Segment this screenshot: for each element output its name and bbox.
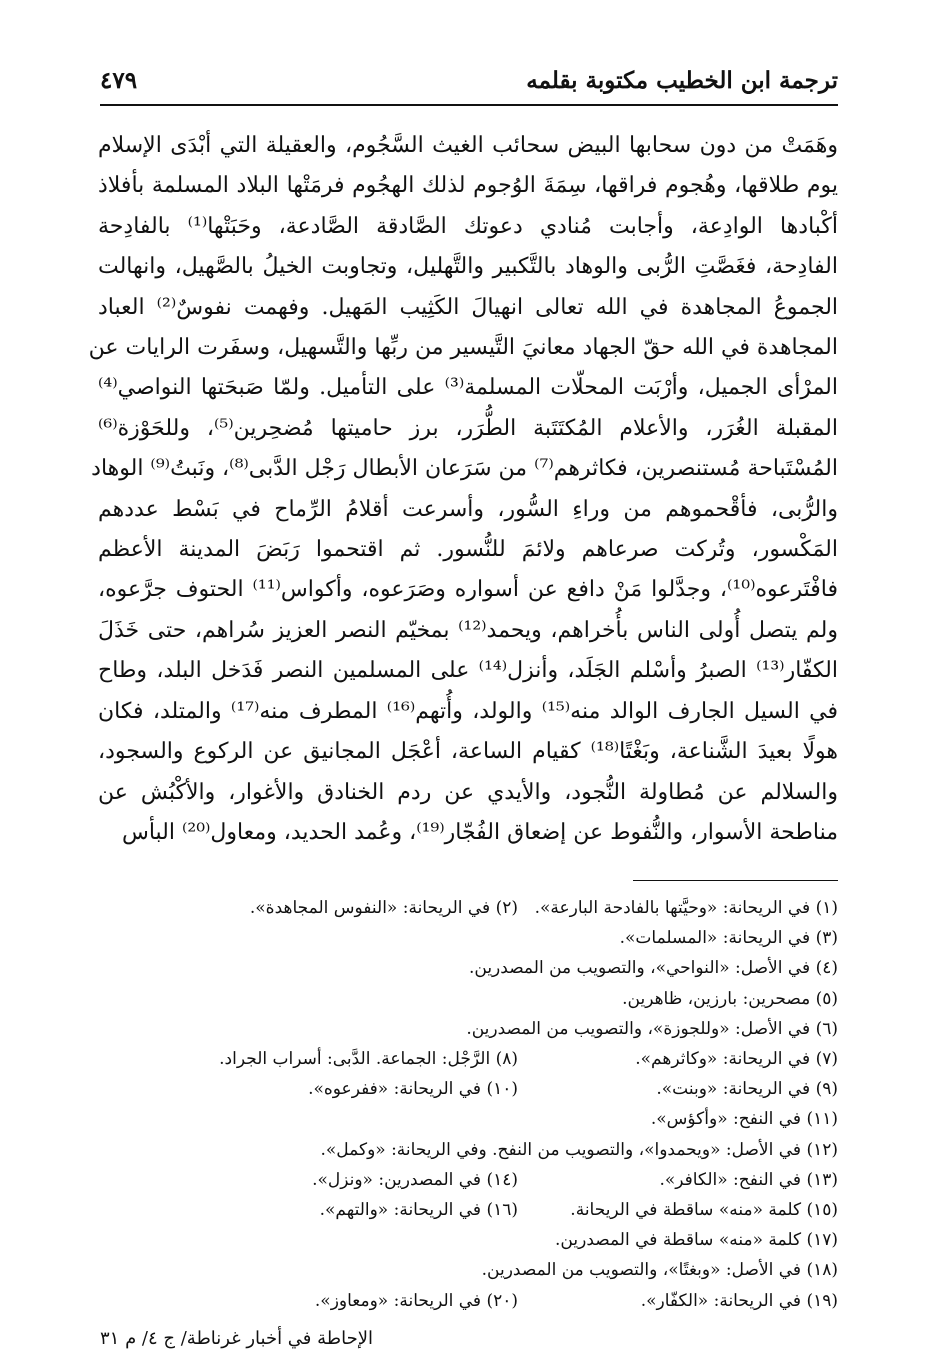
page-header <box>100 60 838 100</box>
body-line: مناطحة الأسوار، والنُّفوط عن إضعاق الفُجّار⁽¹⁹⁾، وعُمد الحديد، ومعاول⁽²⁰⁾ البأس <box>121 819 838 845</box>
body-line: المقبلة الغُرَر، والأعلام المُكتَتَبة الطُّرَر، برز حاميتها مُضحِرين⁽⁵⁾، وللحَوْزة⁽⁶⁾ <box>98 415 838 441</box>
footnote: (١٩) في الريحانة: «الكفّار». <box>640 1290 838 1311</box>
footnote-row <box>100 1104 838 1134</box>
body-line: هولًا بعيدَ الشَّناعة، وبَغْتًا⁽¹⁸⁾ كقيام الساعة، أعْجَل المجانيق عن الركوع والسجود، <box>98 739 839 765</box>
footnote: (٤) في الأصل: «النواحي»، والتصويب من المصدرين. <box>468 958 838 979</box>
footnote: (١) في الريحانة: «وحيَّتها بالفادحة البارعة». <box>534 898 838 918</box>
footnote: (١٧) كلمة «منه» ساقطة في المصدرين. <box>555 1230 838 1251</box>
footnote-row <box>100 1165 838 1195</box>
footnote-row <box>100 1074 838 1104</box>
footnote: (١٢) في الأصل: «ويحمدوا»، والتصويب من النفح. وفي الريحانة: «وكمل». <box>320 1139 838 1160</box>
footnote-row <box>100 1225 838 1255</box>
body-line: فافْتَرعوه⁽¹⁰⁾، وجدَّلوا مَنْ دافع عن أسواره وصَرَعوه، وأكواس⁽¹¹⁾ الحتوف جرَّعوه، <box>98 577 838 603</box>
running-title: ترجمة ابن الخطيب مكتوبة بقلمه <box>526 66 838 94</box>
footnotes <box>100 893 838 1316</box>
footnote: (٢) في الريحانة: «النفوس المجاهدة». <box>249 898 518 918</box>
footnote-row <box>100 1255 838 1285</box>
body-line: والسلالم عن مُطاولة النُّجود، والأيدي عن ردم الخنادق والأغوار، والأكْبُش عن <box>98 779 838 805</box>
footnote: (٩) في الريحانة: «وبنت». <box>656 1079 838 1100</box>
body-line: المجاهدة في الله حقّ الجهاد معانيَ التَّيسير من ربِّها والتَّسهيل، وسفَرت الرايات عن <box>88 335 838 361</box>
body-line: وهَمَتْ من دون سحابها البيض سحائب الغيث السَّجُوم، والعقيلة التي أبْدَى الإسلام <box>98 133 838 158</box>
body-line: الفادِحة، فغَصَّتِ الرُّبى والوهاد بالتَّكبير والتَّهليل، وتجاوبت الخيلُ بالصَّهيل، وانهالت <box>98 254 838 280</box>
footnote: (١٠) في الريحانة: «ففرعوه». <box>308 1079 518 1100</box>
footnote-row <box>100 1286 838 1316</box>
footnote: (١١) في النفح: «وأكؤس». <box>650 1109 838 1130</box>
page-footer <box>100 1328 373 1349</box>
body-line: الكفّار⁽¹³⁾ الصبرُ وأسْلم الجَلَد، وأنزل⁽¹⁴⁾ على المسلمين النصر فَدَخل البلد، وطاح <box>98 658 838 684</box>
page-number: ٤٧٩ <box>100 66 138 94</box>
footnote-row <box>100 893 838 923</box>
body-text <box>88 126 839 853</box>
body-line: المرْأى الجميل، وأرْبَت المحلّات المسلمة⁽³⁾ على التأميل. ولمّا صَبحَتها النواصي⁽⁴⁾ <box>98 375 838 401</box>
footnote-row <box>100 923 838 953</box>
body-line: ولم يتصل أُولى الناس بأُخراهم، ويحمد⁽¹²⁾ بمخيّم النصر العزيز سُراهم، حتى خَذَلَ <box>98 617 839 643</box>
footnote: (١٨) في الأصل: «وبغتًا»، والتصويب من المصدرين. <box>481 1260 838 1281</box>
footnote: (١٣) في النفح: «الكافر». <box>659 1169 838 1190</box>
footnote: (٢٠) في الريحانة: «ومعاوز». <box>314 1290 518 1311</box>
header-divider <box>100 104 838 106</box>
body-line: والرُّبى، فأقْحموهم من وراءِ السُّور، وأسرعت أقلامُ الرِّماح في بَسْط عددهم <box>98 496 838 522</box>
footnote: (١٤) في المصدرين: «ونزل». <box>312 1169 518 1190</box>
footnote-row <box>100 1014 838 1044</box>
footnote: (١٦) في الريحانة: «والتهم». <box>319 1200 518 1221</box>
footnote-row <box>100 1195 838 1225</box>
footnote-row <box>100 1044 838 1074</box>
footnote: (٥) مصحرين: بارزين، ظاهرين. <box>622 988 838 1009</box>
body-line: المُسْتَباحة مُستنصرين، فكاثرهم⁽⁷⁾ من سَرَعان الأبطال رَجْل الدَّبى⁽⁸⁾، ونَبتُ⁽⁹⁾ الوهاد <box>91 456 838 482</box>
body-line: الجموعُ المجاهدة في الله تعالى انهيالَ الكَثِيب المَهيل. وفهمت نفوسٌ⁽²⁾ العباد <box>98 294 839 320</box>
footnote: (٦) في الأصل: «وللجوزة»، والتصويب من المصدرين. <box>466 1018 838 1039</box>
footnote: (٨) الرَّجْل: الجماعة. الدَّبى: أسراب الجراد. <box>219 1049 518 1070</box>
footnote-divider <box>633 880 838 881</box>
body-line: أكْبادها الوادِعة، وأجابت مُنادي دعوتك الصَّادقة الصَّادعة، وحَبَتْها⁽¹⁾ بالفادِحة <box>98 213 838 239</box>
printer-signature: الإحاطة في أخبار غرناطة/ ج ٤/ م ٣١ <box>100 1328 373 1349</box>
body-line: يوم طلاقها، وهُجوم فراقها، سِمَةَ الوُجوم لذلك الهجُوم فرمَتْها البلاد المسلمة بأفلاذ <box>98 173 838 199</box>
footnote-row <box>100 1135 838 1165</box>
footnote-row <box>100 984 838 1014</box>
footnote-row <box>100 953 838 983</box>
body-line: في السيل الجارف الوالد منه⁽¹⁵⁾ والولد، وأُتهم⁽¹⁶⁾ المطرف منه⁽¹⁷⁾ والمتلد، فكان <box>98 698 838 724</box>
body-line: المَكْسور، وتُركت صرعاهم ولائمَ للنُّسور. ثم اقتحموا رَبَضَ المدينة الأعظم <box>98 537 838 563</box>
footnote: (١٥) كلمة «منه» ساقطة في الريحانة. <box>570 1200 838 1221</box>
footnote: (٣) في الريحانة: «المسلمات». <box>619 928 838 949</box>
footnote: (٧) في الريحانة: «وكاثرهم». <box>635 1049 838 1070</box>
